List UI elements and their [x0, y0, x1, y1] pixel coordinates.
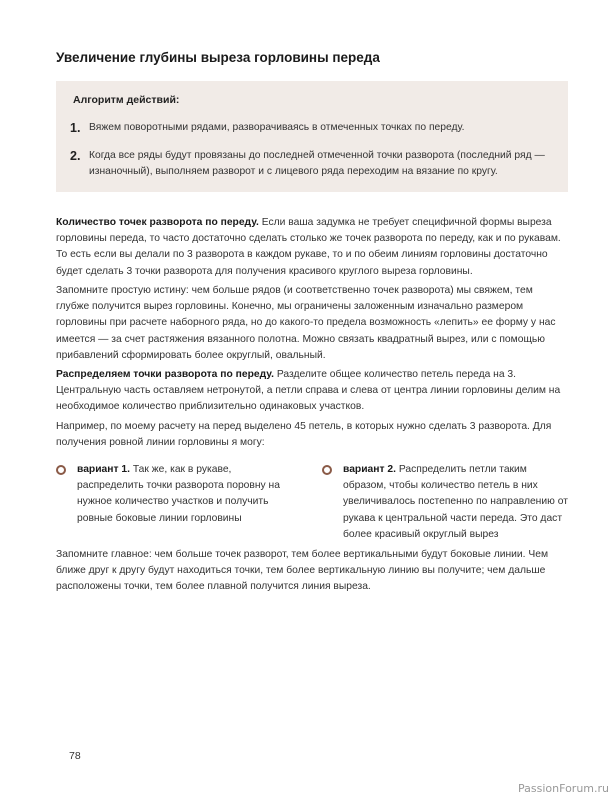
algorithm-heading: Алгоритм действий:	[73, 94, 180, 106]
paragraph-turn-points-count	[56, 215, 568, 280]
paragraph-distribute-points	[56, 367, 568, 416]
paragraph-body: Разделите общее количество петель переда на 3. Центральную часть оставляем нетронутой, а петли справа и слева от центра линии горловины делим на необходимое количество приблизительно одинаковых участков.	[56, 369, 561, 413]
paragraph-simple-truth: Запомните простую истину: чем больше рядов (и соответственно точек разворота) мы свяжем, тем глубже получится вырез горловины. Конечно, мы ограничены заложенным изначально размером горловины при расчете наборного ряда, но до какого-то предела возможность «лепить» ее форму у нас имеется — за счет растяжения вязанного полотна. Можно связать квадратный вырез, или с помощью прибавлений сформировать более округлый, овальный.	[56, 285, 556, 361]
variant-body: Так же, как в рукаве, распределить точки разворота поровну на нужное количество участков и получить ровные боковые линии горловины	[77, 464, 280, 524]
algorithm-box	[56, 81, 568, 192]
ring-bullet-icon	[56, 465, 66, 475]
paragraph-main-point: Запомните главное: чем больше точек разворот, тем более вертикальными будут боковые линии. Чем ближе друг к другу будут находиться точки, тем более вертикальную линию вы получите; чем дальше расположены точки, тем более плавной получится линия выреза.	[56, 549, 549, 593]
step-number: 2.	[70, 149, 81, 163]
paragraph-body: Если ваша задумка не требует специфичной формы выреза горловины переда, то часто достаточно сделать столько же точек разворота по переду, как и по рукавам. То есть если вы делали по 3 разворота в каждом рукаве, то и по обеим линиям горловины достаточно будет сделать 3 точки разворота для получения красивого круглого выреза горловины.	[56, 217, 561, 277]
paragraph-lead: Распределяем точки разворота по переду.	[56, 369, 274, 380]
step-text: Когда все ряды будут провязаны до последней отмеченной точки разворота (последний ряд — изнаночный), выполняем разворот и с лицевого ряда переходим на вязание по кругу.	[89, 150, 545, 177]
page-number: 78	[69, 750, 81, 762]
variant-text	[343, 462, 572, 543]
paragraph-example: Например, по моему расчету на перед выделено 45 петель, в которых нужно сделать 3 разворота. Для получения ровной линии горловины я могу:	[56, 421, 552, 449]
variant-item	[56, 462, 306, 527]
algorithm-step	[70, 120, 559, 136]
variant-item	[322, 462, 572, 543]
variant-body: Распределить петли таким образом, чтобы количество петель в них увеличивалось постепенно по направлению от рукава к центральной части переда. Это даст более красивый округлый вырез	[343, 464, 568, 540]
variant-lead: вариант 1.	[77, 464, 130, 475]
paragraph-lead: Количество точек разворота по переду.	[56, 217, 259, 228]
variant-text	[77, 462, 297, 527]
section-title: Увеличение глубины выреза горловины переда	[56, 50, 380, 65]
watermark: PassionForum.ru	[518, 782, 609, 795]
step-text: Вяжем поворотными рядами, разворачиваясь в отмеченных точках по переду.	[89, 122, 465, 133]
step-number: 1.	[70, 121, 81, 135]
variant-lead: вариант 2.	[343, 464, 396, 475]
ring-bullet-icon	[322, 465, 332, 475]
algorithm-step	[70, 148, 559, 180]
